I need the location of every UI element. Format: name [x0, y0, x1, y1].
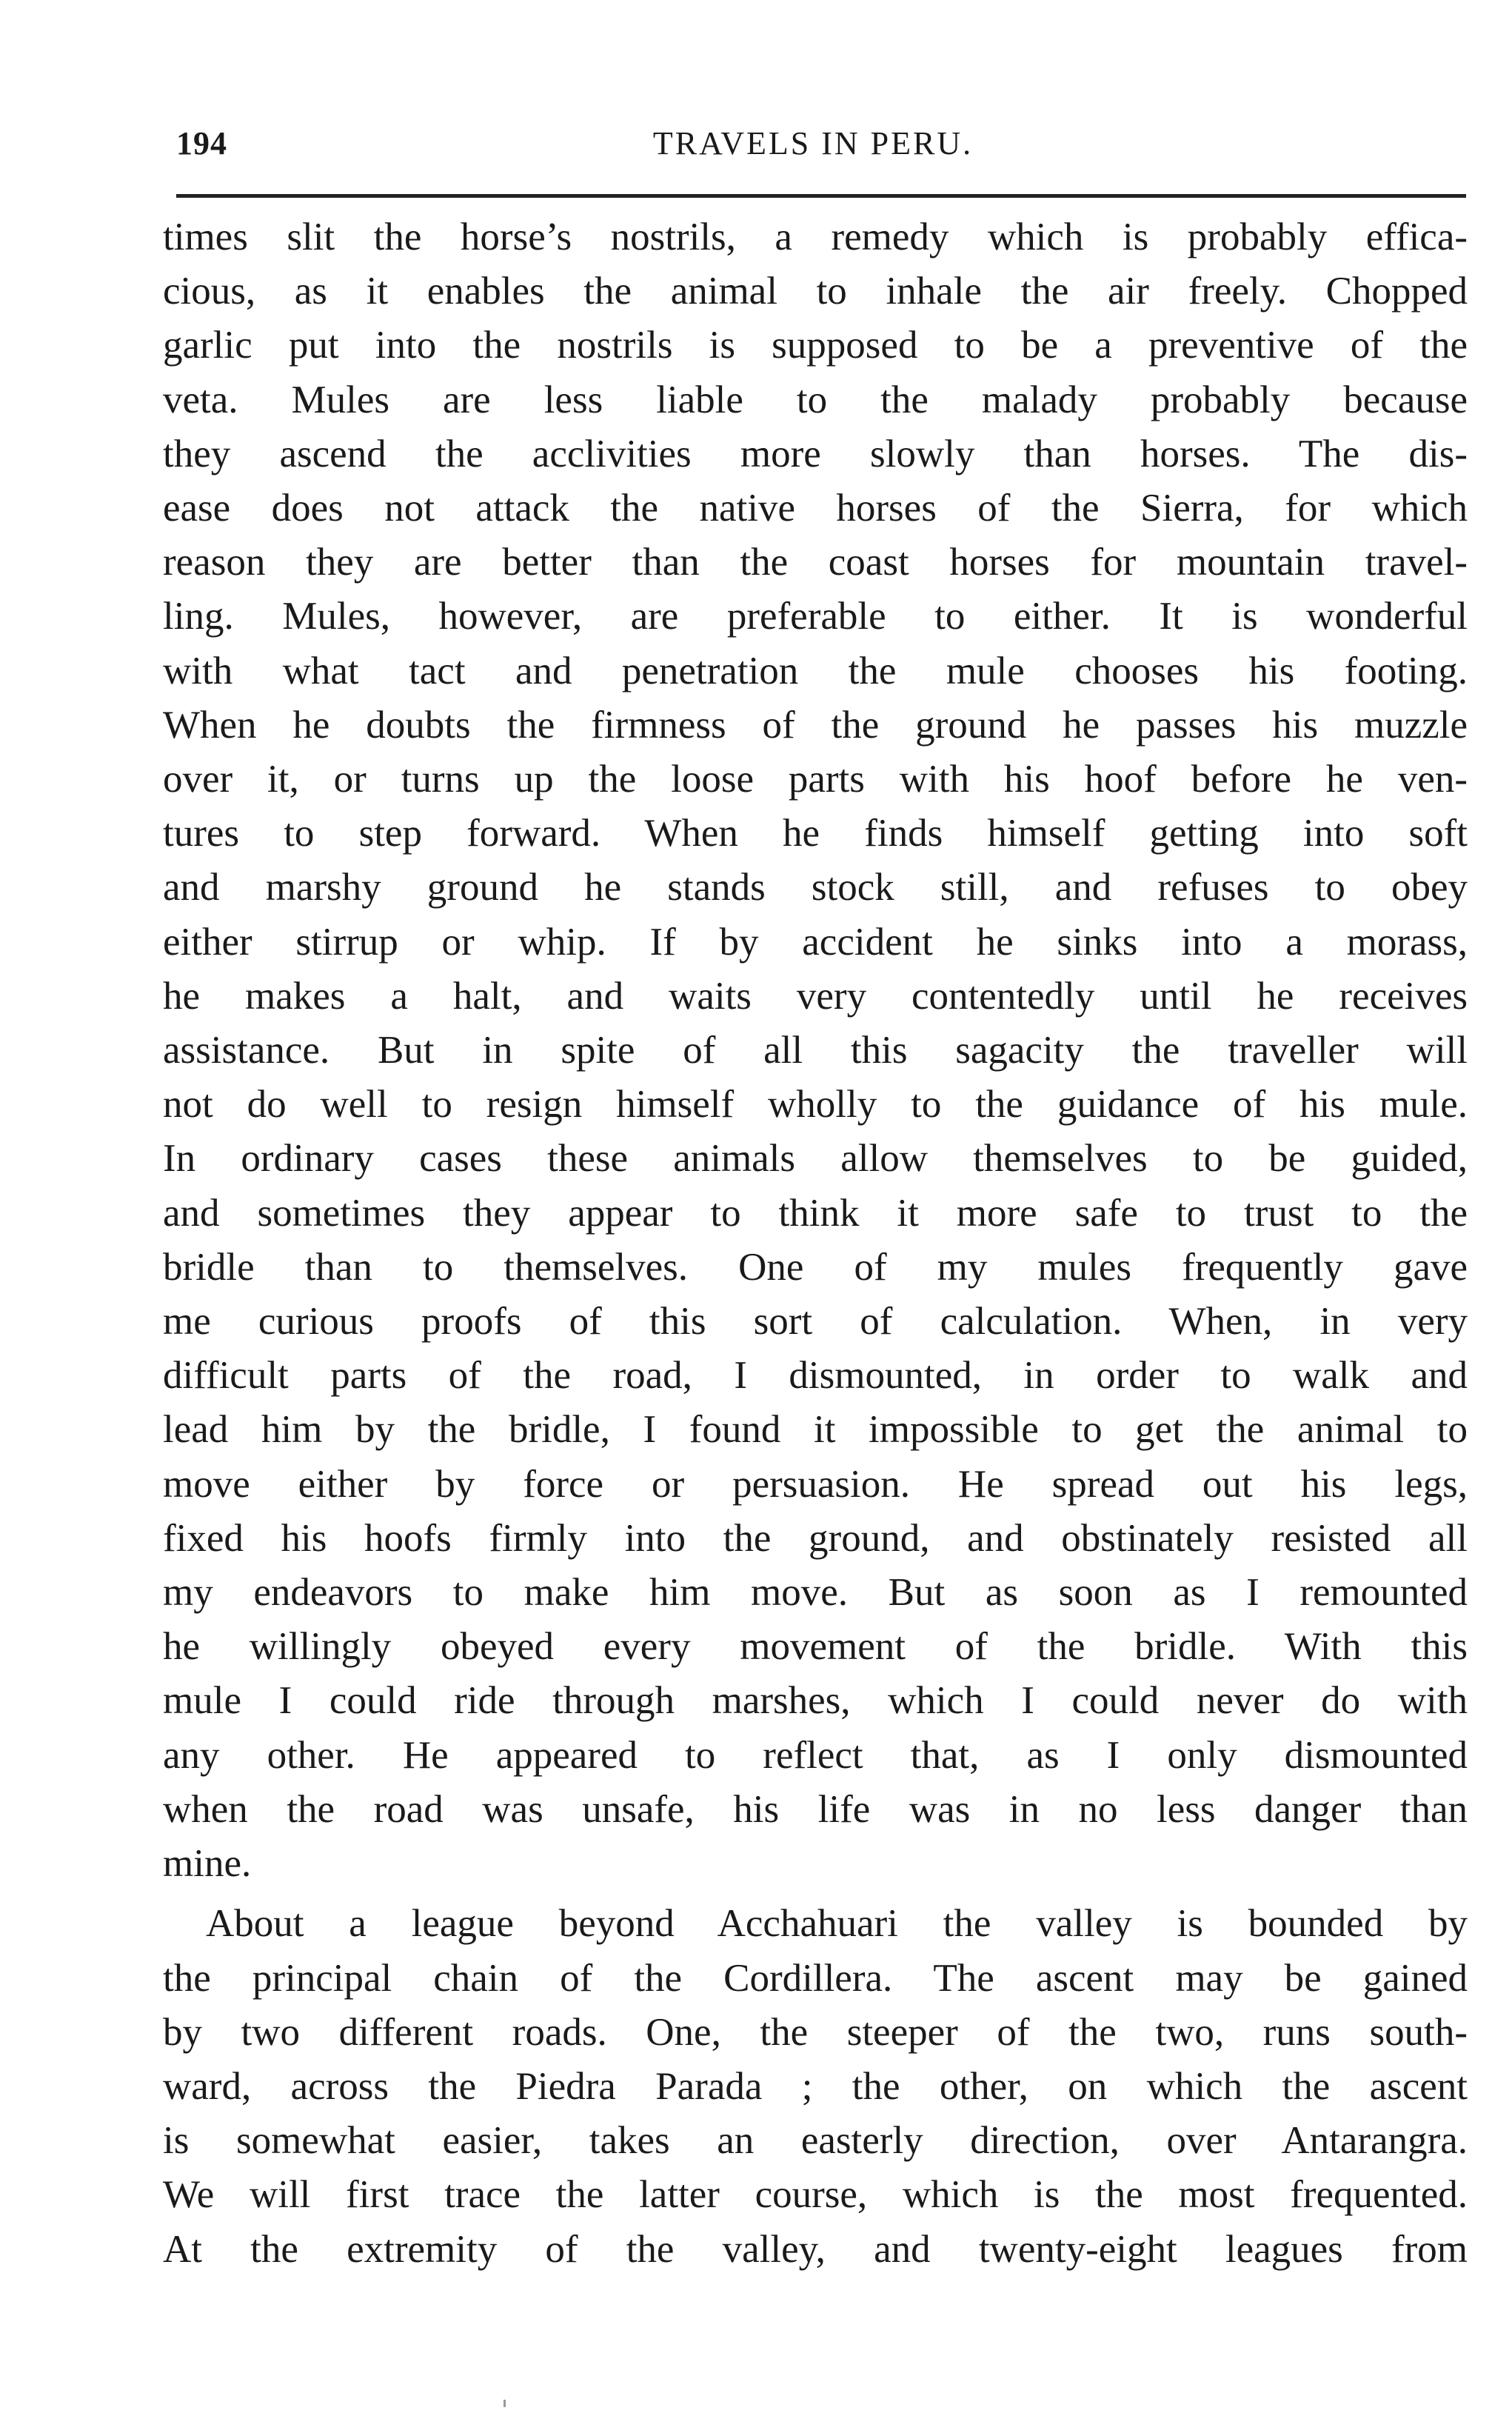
text-line: lead him by the bridle, I found it impossible to get the animal to	[163, 1408, 1468, 1452]
text-line: by two different roads. One, the steeper of the two, runs south-	[163, 2010, 1468, 2054]
text-line: tures to step forward. When he finds himself getting into soft	[163, 812, 1468, 855]
paragraph-first-line: About a league beyond Acchahuari the valley is bounded by	[206, 1902, 1468, 1946]
text-line: me curious proofs of this sort of calculation. When, in very	[163, 1300, 1468, 1344]
text-line: either stirrup or whip. If by accident he sinks into a morass,	[163, 920, 1468, 964]
text-line: with what tact and penetration the mule chooses his footing.	[163, 649, 1468, 693]
page-header	[169, 124, 1457, 184]
text-line: not do well to resign himself wholly to the guidance of his mule.	[163, 1083, 1468, 1127]
print-speck	[504, 2400, 506, 2407]
text-line: my endeavors to make him move. But as soon as I remounted	[163, 1571, 1468, 1615]
text-line: any other. He appeared to reflect that, as I only dismounted	[163, 1733, 1468, 1777]
body-text	[163, 210, 1468, 2277]
text-line: over it, or turns up the loose parts with his hoof before he ven-	[163, 758, 1468, 801]
text-line: they ascend the acclivities more slowly than horses. The dis-	[163, 432, 1468, 475]
header-rule	[176, 194, 1466, 198]
text-line: At the extremity of the valley, and twenty-eight leagues from	[163, 2227, 1468, 2271]
text-line: fixed his hoofs firmly into the ground, and obstinately resisted all	[163, 1516, 1468, 1560]
text-line: ease does not attack the native horses of the Sierra, for which	[163, 487, 1468, 530]
text-line: When he doubts the firmness of the ground he passes his muzzle	[163, 703, 1468, 747]
text-line: move either by force or persuasion. He spread out his legs,	[163, 1462, 1468, 1506]
text-line: he makes a halt, and waits very contentedly until he receives	[163, 974, 1468, 1018]
text-line: bridle than to themselves. One of my mules frequently gave	[163, 1245, 1468, 1289]
text-line: garlic put into the nostrils is supposed to be a preventive of the	[163, 324, 1468, 367]
text-line: and marshy ground he stands stock still, and refuses to obey	[163, 866, 1468, 910]
text-line: cious, as it enables the animal to inhale the air freely. Chopped	[163, 270, 1468, 313]
text-line: ling. Mules, however, are preferable to either. It is wonderful	[163, 595, 1468, 638]
text-line: and sometimes they appear to think it more safe to trust to the	[163, 1191, 1468, 1235]
text-line: In ordinary cases these animals allow themselves to be guided,	[163, 1137, 1468, 1181]
paragraph-end-line: mine.	[163, 1842, 252, 1886]
text-line: We will first trace the latter course, which is the most frequented.	[163, 2173, 1468, 2217]
running-title: TRAVELS IN PERU.	[652, 125, 974, 161]
text-line: assistance. But in spite of all this sagacity the traveller will	[163, 1029, 1468, 1072]
text-line: the principal chain of the Cordillera. The ascent may be gained	[163, 1956, 1468, 2000]
text-line: he willingly obeyed every movement of the bridle. With this	[163, 1625, 1468, 1669]
text-line: mule I could ride through marshes, which I could never do with	[163, 1679, 1468, 1723]
page-number: 194	[176, 125, 227, 161]
text-line: when the road was unsafe, his life was in no less danger than	[163, 1787, 1468, 1831]
text-line: times slit the horse’s nostrils, a remedy which is probably effica-	[163, 216, 1468, 258]
text-line: is somewhat easier, takes an easterly direction, over Antarangra.	[163, 2119, 1468, 2163]
text-line: veta. Mules are less liable to the malady probably because	[163, 378, 1468, 421]
text-line: difficult parts of the road, I dismounted, in order to walk and	[163, 1354, 1468, 1398]
text-line: ward, across the Piedra Parada ; the other, on which the ascent	[163, 2064, 1468, 2108]
text-line: reason they are better than the coast horses for mountain travel-	[163, 541, 1468, 584]
